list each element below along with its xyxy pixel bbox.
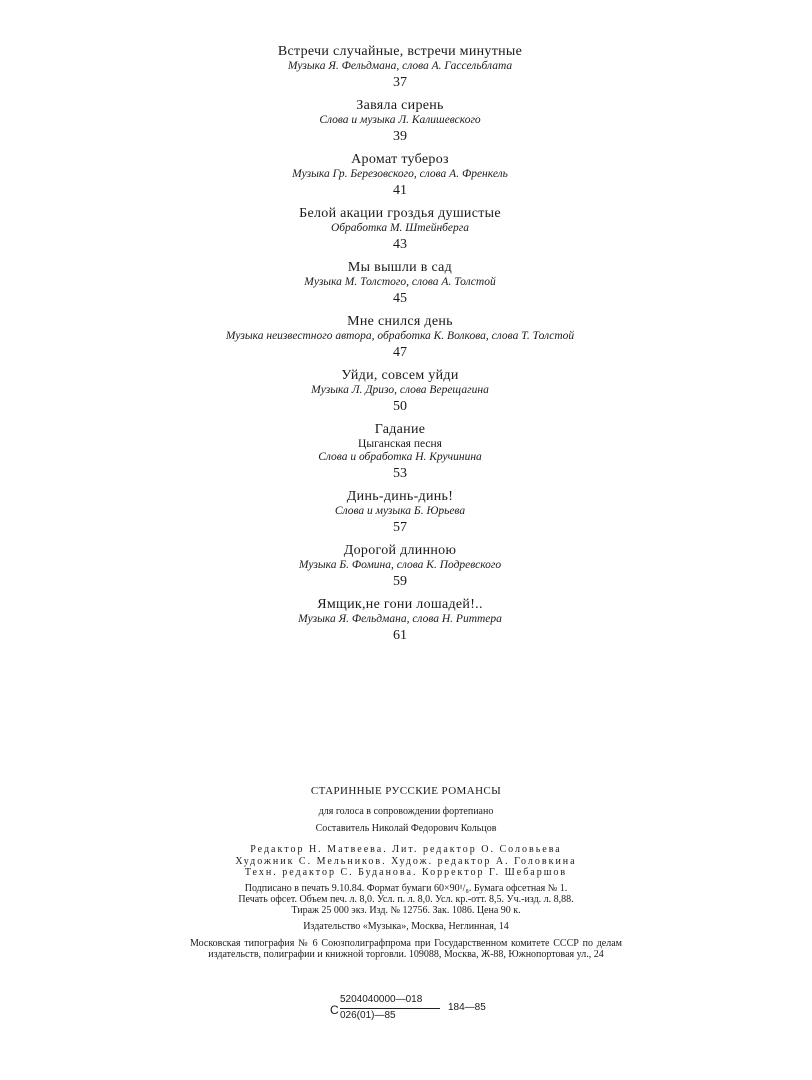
page-number: 43 <box>393 237 407 252</box>
song-credit: Слова и музыка Б. Юрьева <box>334 505 466 517</box>
voice-description: для голоса в сопровождении фортепиано <box>318 806 494 817</box>
staff-line: Художник С. Мельников. Худож. редактор А. Головкина <box>235 855 577 867</box>
song-title: Аромат туберoз <box>351 152 449 167</box>
tech-line: Печать офсет. Объем печ. л. 8,0. Усл. п. л. 8,0. Усл. кр.-отт. 8,5. Уч.-изд. л. 8,88. <box>238 893 574 905</box>
staff-line: Техн. редактор С. Буданова. Корректор Г. Шебаршов <box>244 867 568 878</box>
printing-house: Московская типография № 6 Союзполиграфпрома при Государственном комитете СССР по делам издательств, полиграфии и книжной торговли. 109088, Москва, Ж-88, Южнопортовая ул., 24 <box>190 937 622 960</box>
tech-line: Подписано в печать 9.10.84. Формат бумаги 60×90¹/₈. Бумага офсетная № 1. <box>244 882 568 894</box>
page-number: 37 <box>393 75 407 90</box>
song-title: Уйди, совсем уйди <box>341 368 459 383</box>
page-number: 61 <box>393 628 407 643</box>
page-number: 53 <box>393 466 407 481</box>
page-number: 39 <box>393 129 407 144</box>
toc-entry <box>200 152 600 198</box>
toc-entry <box>200 260 600 306</box>
song-credit: Музыка Я. Фельдмана, слова Н. Риттера <box>298 613 502 625</box>
song-title: Гадание <box>374 422 426 437</box>
code-denominator: 026(01)—85 <box>340 1010 396 1021</box>
song-credit: Музыка Я. Фельдмана, слова А. Гассельблата <box>287 60 513 72</box>
book-title: СТАРИННЫЕ РУССКИЕ РОМАНСЫ <box>310 785 502 797</box>
song-credit: Музыка Л. Дризо, слова Верещагина <box>311 384 489 396</box>
song-title: Динь-динь-динь! <box>346 489 454 504</box>
fraction-line <box>340 1008 440 1009</box>
song-credit: Музыка Гр. Березовского, слова А. Френкель <box>292 168 508 180</box>
code-suffix: 184—85 <box>448 1002 486 1013</box>
page-number: 41 <box>393 183 407 198</box>
song-credit: Слова и музыка Л. Калишевского <box>319 114 481 126</box>
page-number: 47 <box>393 345 407 360</box>
song-title: Дорогой длинною <box>343 543 457 558</box>
technical-details <box>190 883 622 916</box>
page-number: 59 <box>393 574 407 589</box>
toc-entry <box>200 489 600 535</box>
song-title: Мне снился день <box>347 314 453 329</box>
staff-line: Редактор Н. Матвеева. Лит. редактор О. Соловьева <box>250 844 562 855</box>
song-subtitle: Цыганская песня <box>358 438 442 450</box>
song-credit: Музыка неизвестного автора, обработка К. Волкова, слова Т. Толстой <box>225 330 575 342</box>
toc-entry <box>200 422 600 481</box>
toc-entry <box>200 314 600 360</box>
song-title: Завяла сирень <box>356 98 444 113</box>
page-number: 45 <box>393 291 407 306</box>
toc-entry <box>200 597 600 643</box>
tech-line: Тираж 25 000 экз. Изд. № 12756. Зак. 1086. Цена 90 к. <box>291 904 521 916</box>
code-letter: С <box>330 1003 339 1017</box>
imprint-block <box>190 786 622 960</box>
catalog-code <box>330 994 500 1026</box>
song-credit: Обработка М. Штейнберга <box>330 222 470 234</box>
toc-entry <box>200 206 600 252</box>
code-numerator: 5204040000—018 <box>340 994 423 1005</box>
song-credit: Музыка Б. Фомина, слова К. Подревского <box>298 559 502 571</box>
toc-entry <box>200 543 600 589</box>
song-title: Встречи случайные, встречи минутные <box>277 44 523 59</box>
table-of-contents <box>200 44 600 651</box>
toc-entry <box>200 368 600 414</box>
staff-credits <box>190 844 622 879</box>
toc-entry <box>200 44 600 90</box>
publisher-line: Издательство «Музыка», Москва, Неглинная, 14 <box>303 920 509 932</box>
song-credit: Музыка М. Толстого, слова А. Толстой <box>304 276 496 288</box>
compiler-line: Составитель Николай Федорович Кольцов <box>315 823 497 834</box>
song-title: Ямщик,не гони лошадей!.. <box>317 597 483 612</box>
toc-entry <box>200 98 600 144</box>
song-title: Белой акации гроздья душистые <box>299 206 501 221</box>
song-title: Мы вышли в сад <box>347 260 453 275</box>
page-number: 50 <box>393 399 407 414</box>
song-credit: Слова и обработка Н. Кручинина <box>318 451 482 463</box>
page-number: 57 <box>393 520 407 535</box>
